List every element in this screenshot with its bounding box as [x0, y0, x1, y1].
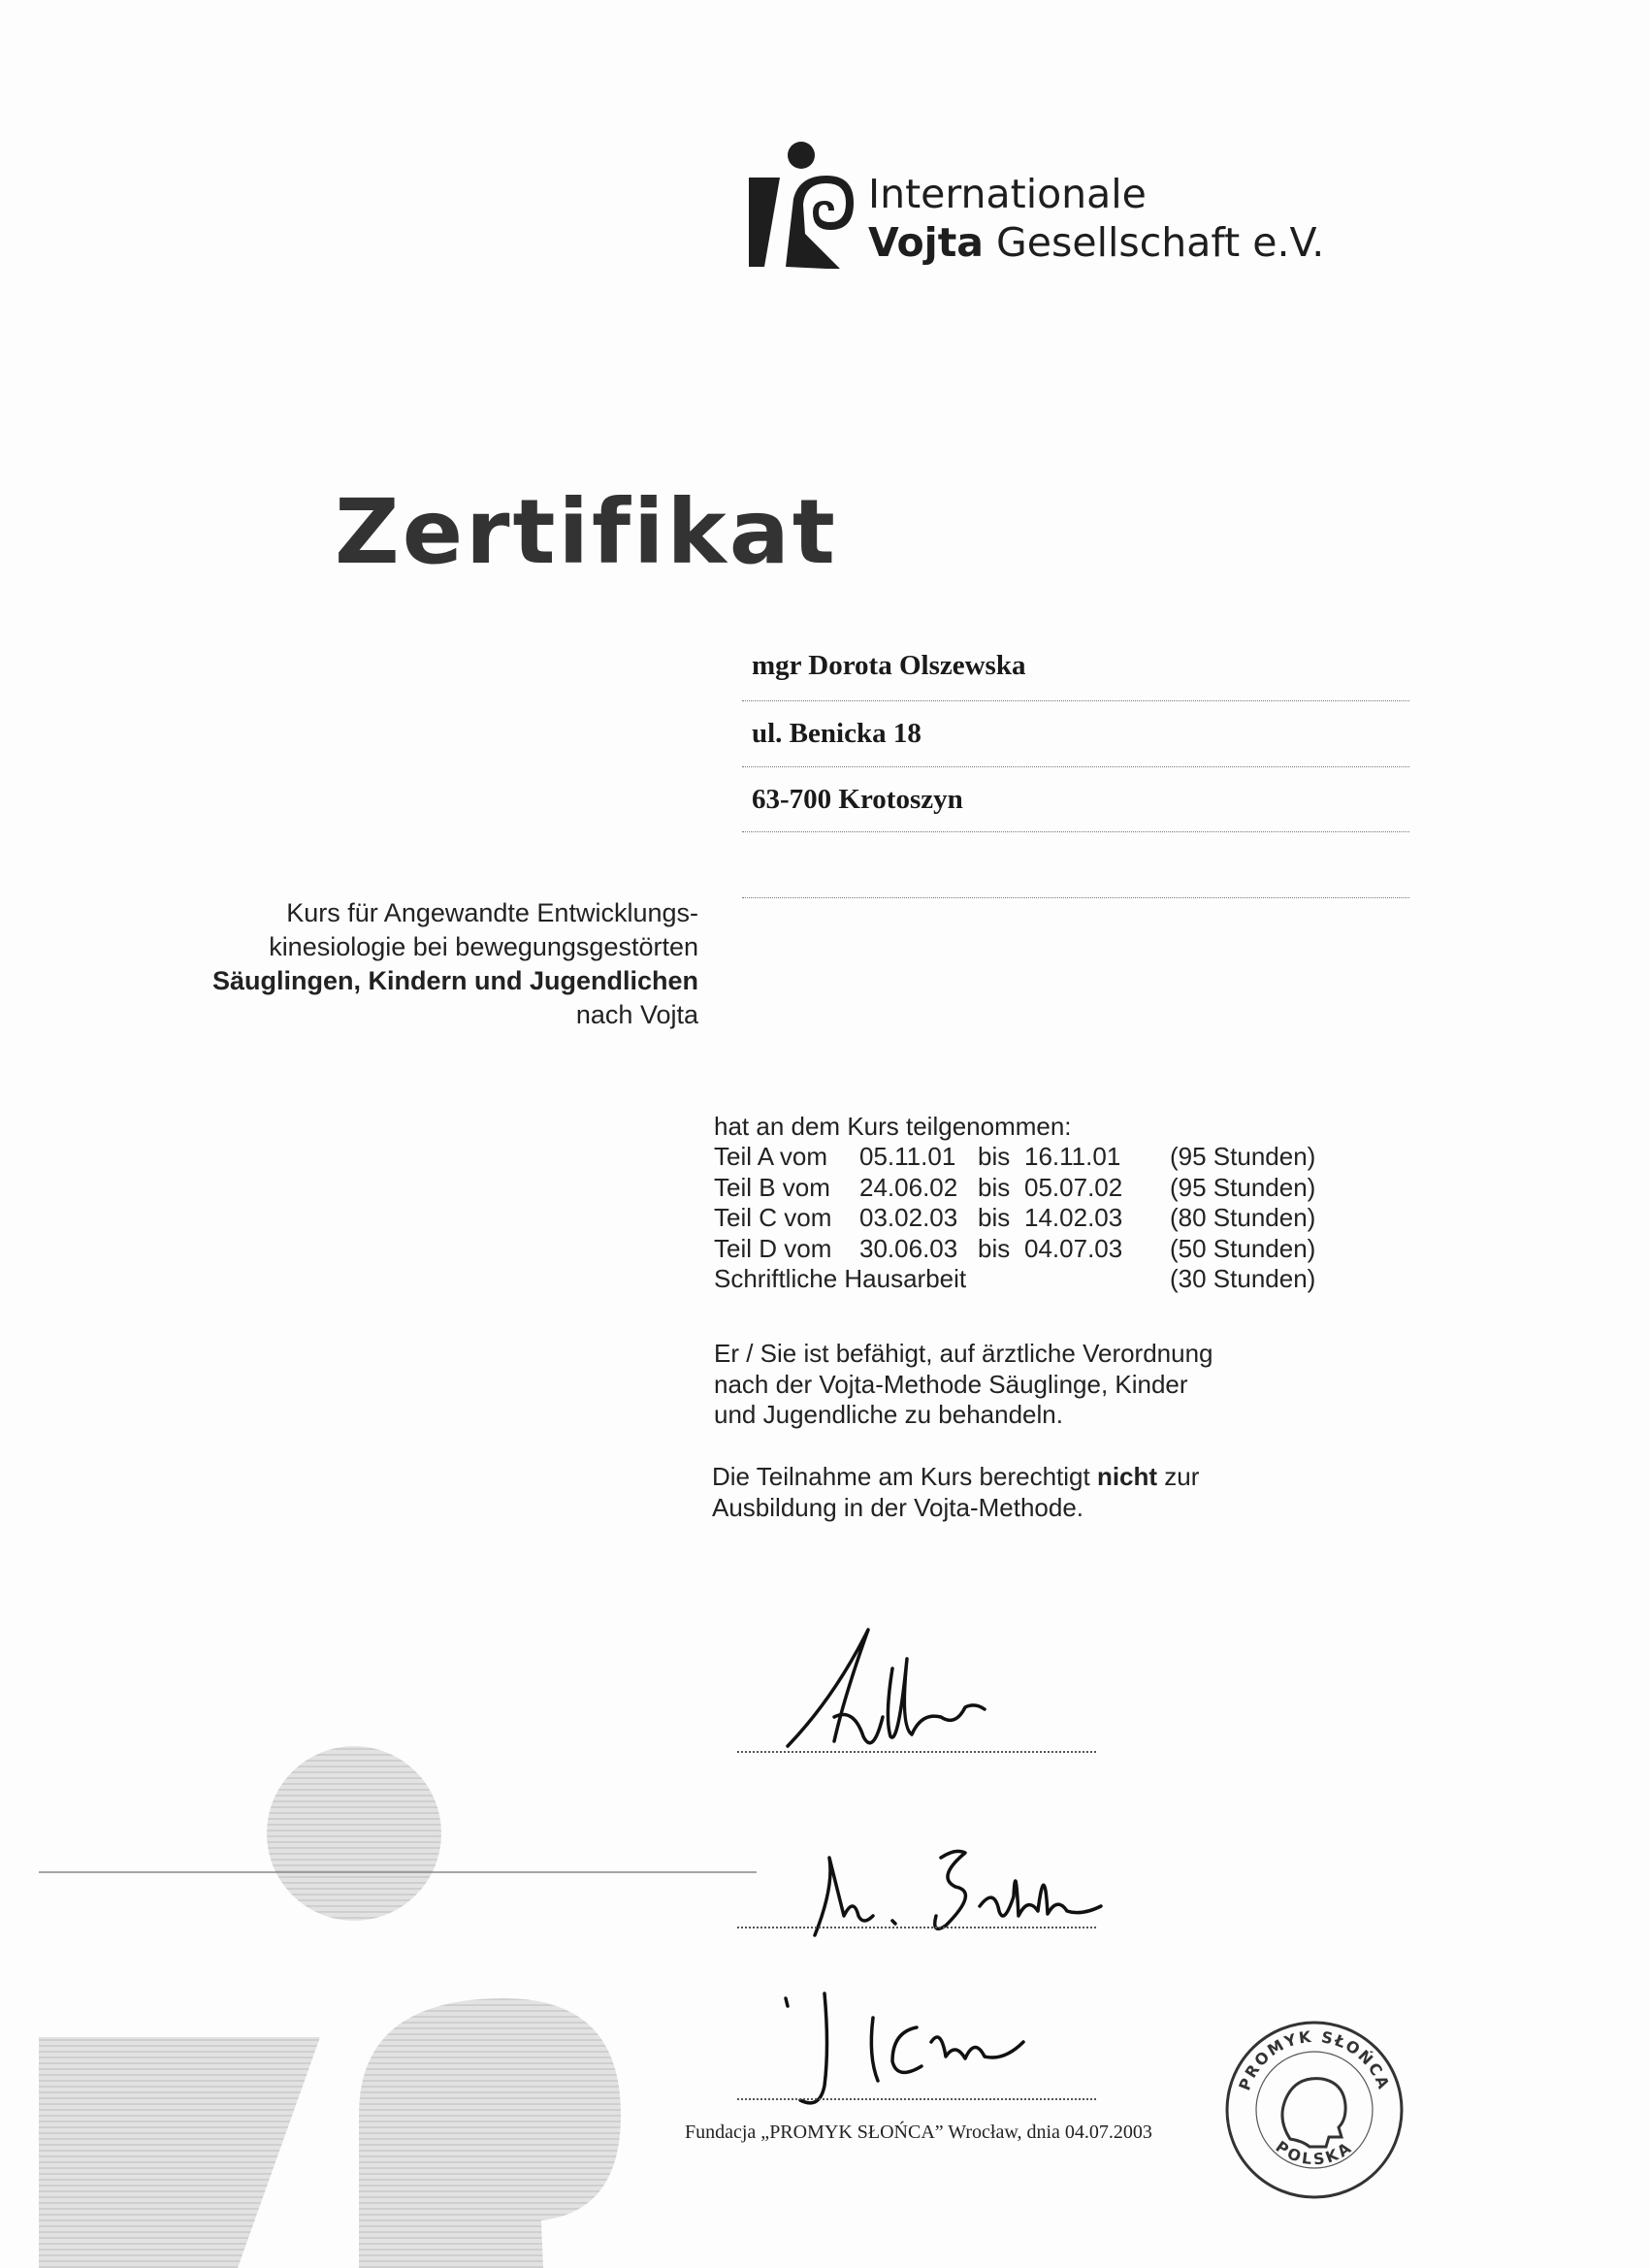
stamp-top-text: PROMYK SŁOŃCA [1235, 2026, 1394, 2093]
participation-table [714, 1142, 1315, 1295]
part-hours: (95 Stunden) [1170, 1172, 1316, 1202]
part-bis: bis [978, 1172, 1011, 1202]
signature-2 [810, 1838, 1120, 1945]
course-line-1: Kurs für Angewandte Entwicklungs- [286, 898, 698, 927]
note-line-2: Ausbildung in der Vojta-Methode. [712, 1492, 1084, 1522]
signature-line-2 [737, 1927, 1096, 1928]
vojta-logo-icon [747, 141, 858, 272]
recipient-street: ul. Benicka 18 [752, 718, 922, 749]
note-emphasis: nicht [1096, 1462, 1158, 1491]
homework-label: Schriftliche Hausarbeit [714, 1264, 967, 1293]
watermark-logo [0, 1707, 757, 2268]
org-name-rest: Gesellschaft e.V. [996, 219, 1325, 266]
homework-hours: (30 Stunden) [1170, 1264, 1316, 1293]
course-line-3 [78, 964, 698, 998]
part-from: 03.02.03 [859, 1203, 958, 1232]
footer-text: Fundacja „PROMYK SŁOŃCA” Wrocław, dnia 04.07.2003 [685, 2122, 1152, 2143]
address-rule-3 [742, 831, 1409, 832]
org-name-line1: Internationale [868, 171, 1147, 217]
note-line-1-after: zur [1164, 1462, 1200, 1491]
promyk-slonca-stamp [1217, 2013, 1411, 2207]
recipient-name: mgr Dorota Olszewska [752, 650, 1026, 681]
signature-line-3 [737, 2098, 1096, 2100]
part-bis: bis [978, 1142, 1011, 1171]
part-to: 05.07.02 [1024, 1172, 1123, 1202]
table-row [714, 1234, 1315, 1265]
table-row [714, 1142, 1315, 1173]
table-row [714, 1264, 1315, 1295]
note-text [712, 1462, 1199, 1523]
part-to: 14.02.03 [1024, 1203, 1123, 1232]
address-rule-4 [742, 897, 1409, 898]
part-from: 30.06.03 [859, 1233, 958, 1263]
course-line-4: nach Vojta [575, 1000, 698, 1029]
part-bis: bis [978, 1203, 1011, 1232]
note-line-1-before: Die Teilnahme am Kurs berechtigt [712, 1462, 1090, 1491]
part-to: 04.07.03 [1024, 1233, 1123, 1263]
part-hours: (95 Stunden) [1170, 1142, 1316, 1171]
participation-intro: hat an dem Kurs teilgenommen: [714, 1112, 1072, 1141]
watermark-spiral [359, 1998, 621, 2268]
svg-text:POLSKA [1272, 2137, 1356, 2168]
part-hours: (50 Stunden) [1170, 1233, 1316, 1263]
part-label: Teil C vom [714, 1203, 832, 1232]
stamp-face-icon [1282, 2079, 1345, 2147]
part-hours: (80 Stunden) [1170, 1203, 1316, 1232]
org-name [868, 170, 1324, 267]
certificate-title: Zertifikat [335, 480, 838, 584]
watermark-stroke [39, 2037, 320, 2268]
svg-text:PROMYK SŁOŃCA [1235, 2027, 1393, 2093]
part-to: 16.11.01 [1024, 1142, 1121, 1171]
part-label: Teil A vom [714, 1142, 828, 1171]
recipient-city: 63-700 Krotoszyn [752, 784, 963, 815]
signature-1 [776, 1620, 1028, 1756]
signature-3 [771, 1989, 1091, 2115]
part-from: 24.06.02 [859, 1172, 958, 1202]
watermark-dot [267, 1746, 441, 1921]
stamp-bottom-text: POLSKA [1272, 2137, 1357, 2169]
course-line-2: kinesiologie bei bewegungsgestörten [269, 932, 698, 961]
course-description [78, 896, 698, 1032]
qualification-line-1: Er / Sie ist befähigt, auf ärztliche Verordnung [714, 1339, 1213, 1368]
table-row [714, 1203, 1315, 1234]
qualification-text [714, 1339, 1213, 1431]
org-name-line2 [868, 218, 1324, 267]
part-label: Teil B vom [714, 1172, 830, 1202]
note-line-1 [712, 1462, 1199, 1493]
qualification-line-3: und Jugendliche zu behandeln. [714, 1400, 1063, 1429]
signature-line-1 [737, 1751, 1096, 1753]
address-rule-2 [742, 766, 1409, 767]
address-rule-1 [742, 700, 1409, 701]
org-name-bold: Vojta [868, 219, 984, 266]
table-row [714, 1173, 1315, 1204]
course-line-3-bold: Säuglingen, Kindern und Jugendlichen [211, 966, 698, 995]
part-bis: bis [978, 1233, 1011, 1263]
qualification-line-2: nach der Vojta-Methode Säuglinge, Kinder [714, 1369, 1188, 1399]
part-from: 05.11.01 [859, 1142, 956, 1171]
part-label: Teil D vom [714, 1233, 832, 1263]
